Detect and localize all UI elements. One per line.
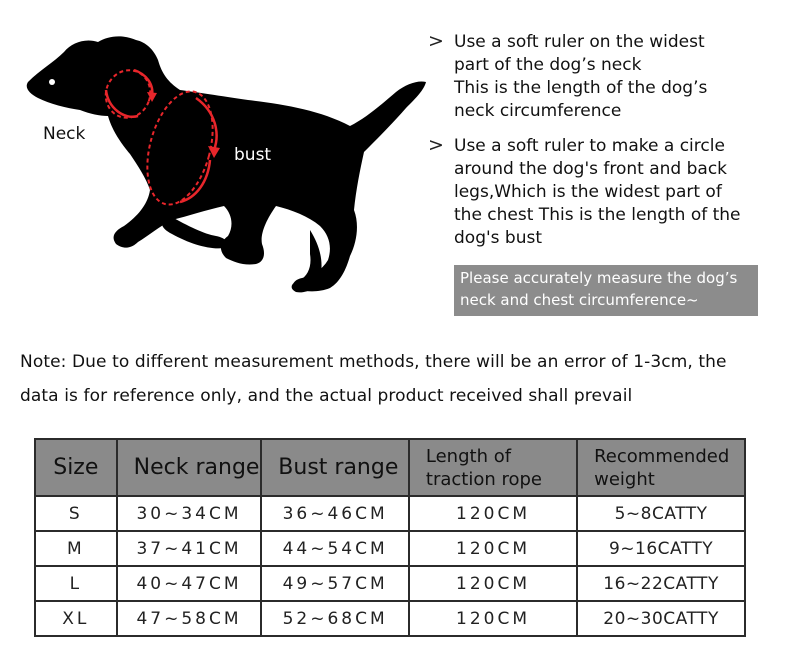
header-weight-line2: weight <box>594 468 655 490</box>
cell-bust: 49~57CM <box>261 566 409 601</box>
notice-line: Please accurately measure the dog’s <box>460 269 738 287</box>
cell-weight: 20~30CATTY <box>577 601 745 636</box>
instruction-line: neck circumference <box>454 101 622 121</box>
bust-instruction <box>428 134 774 250</box>
instruction-line: Use a soft ruler on the widest <box>454 32 705 52</box>
table-row <box>35 566 745 601</box>
size-chart-table <box>34 438 746 637</box>
cell-size: L <box>35 566 117 601</box>
note-line: data is for reference only, and the actual product received shall prevail <box>20 386 633 406</box>
bust-label: bust <box>234 145 272 165</box>
cell-rope: 120CM <box>409 566 577 601</box>
table-row <box>35 496 745 531</box>
dog-silhouette-icon <box>20 30 440 320</box>
measure-notice-box <box>454 265 758 316</box>
table-row <box>35 601 745 636</box>
cell-bust: 52~68CM <box>261 601 409 636</box>
instruction-line: the chest This is the length of the <box>454 205 741 225</box>
table-header-row <box>35 439 745 496</box>
dog-silhouette-figure <box>20 30 440 320</box>
cell-neck: 37~41CM <box>117 531 262 566</box>
instruction-line: around the dog's front and back <box>454 159 728 179</box>
cell-neck: 47~58CM <box>117 601 262 636</box>
cell-size: XL <box>35 601 117 636</box>
neck-label: Neck <box>43 124 86 144</box>
cell-rope: 120CM <box>409 531 577 566</box>
cell-neck: 30~34CM <box>117 496 262 531</box>
instruction-line: legs,Which is the widest part of <box>454 182 722 202</box>
header-size: Size <box>35 439 117 496</box>
header-neck-range: Neck range <box>117 439 262 496</box>
cell-neck: 40~47CM <box>117 566 262 601</box>
notice-line: neck and chest circumference~ <box>460 291 699 309</box>
cell-rope: 120CM <box>409 496 577 531</box>
header-recommended-weight <box>577 439 745 496</box>
cell-size: M <box>35 531 117 566</box>
note-line: Note: Due to different measurement methods, there will be an error of 1-3cm, the <box>20 352 727 372</box>
cell-rope: 120CM <box>409 601 577 636</box>
instruction-line: Use a soft ruler to make a circle <box>454 136 725 156</box>
cell-size: S <box>35 496 117 531</box>
cell-weight: 5~8CATTY <box>577 496 745 531</box>
table-row <box>35 531 745 566</box>
header-rope-line1: Length of <box>425 445 512 467</box>
chevron-right-icon: > <box>428 30 444 52</box>
header-weight-line1: Recommended <box>594 445 730 467</box>
header-rope-length <box>409 439 577 496</box>
cell-weight: 16~22CATTY <box>577 566 745 601</box>
instruction-line: part of the dog’s neck <box>454 55 642 75</box>
header-rope-line2: traction rope <box>425 468 542 490</box>
cell-bust: 44~54CM <box>261 531 409 566</box>
header-bust-range: Bust range <box>261 439 409 496</box>
instruction-line: dog's bust <box>454 228 543 248</box>
cell-bust: 36~46CM <box>261 496 409 531</box>
cell-weight: 9~16CATTY <box>577 531 745 566</box>
measurement-note <box>20 345 780 413</box>
neck-instruction <box>428 30 774 123</box>
instruction-line: This is the length of the dog’s <box>454 78 708 98</box>
chevron-right-icon: > <box>428 134 444 156</box>
